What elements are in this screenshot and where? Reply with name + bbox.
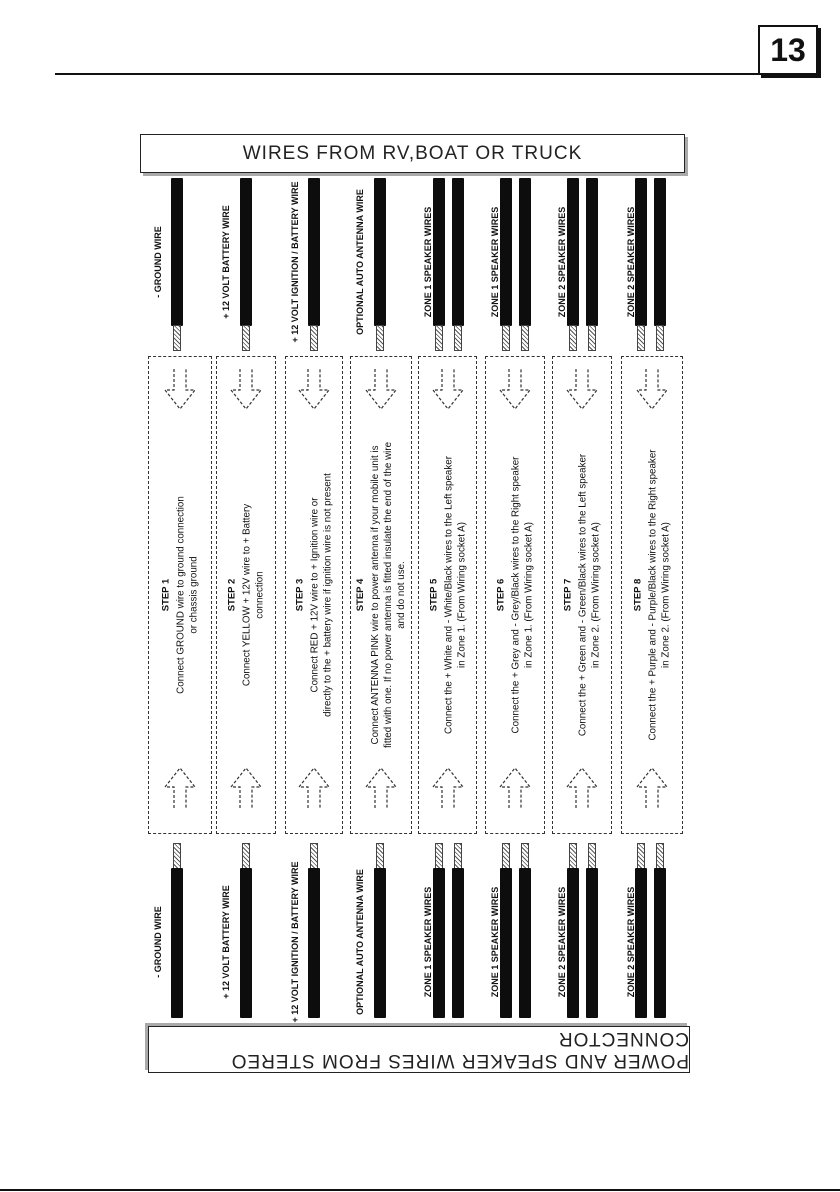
header-rule [55, 73, 758, 75]
down-arrow-icon [364, 368, 398, 410]
wire-bottom [452, 868, 464, 1018]
up-arrow-icon [163, 767, 197, 809]
wire-tip-bottom [637, 843, 645, 869]
step-description-line: Connect ANTENNA PINK wire to power antenna if your mobile unit is [370, 445, 381, 745]
footer-rule [0, 1189, 840, 1191]
wire-top [240, 178, 252, 326]
wire-tip-top [242, 325, 250, 351]
wire-bottom [519, 868, 531, 1018]
step-description-line: Connect the + Grey and - Grey/Black wires to the Right speaker [510, 456, 522, 734]
step-title: STEP 3 [294, 578, 306, 612]
step-title: STEP 8 [632, 578, 644, 612]
up-arrow-icon [498, 767, 532, 809]
step-description-line: connection [254, 571, 266, 619]
bottom-title: POWER AND SPEAKER WIRES FROM STEREO CONNECTOR [230, 1028, 689, 1072]
wire-tip-top [173, 325, 181, 351]
wire-tip-top [588, 325, 596, 351]
wire-bottom [240, 868, 252, 1018]
wire-bottom [654, 868, 666, 1018]
down-arrow-icon [635, 368, 669, 410]
wire-tip-bottom [656, 843, 664, 869]
bottom-wire-label: ZONE 2 SPEAKER WIRES [557, 886, 567, 998]
down-arrow-icon [163, 368, 197, 410]
step-title: STEP 5 [428, 578, 439, 612]
step-title: STEP 4 [355, 578, 366, 612]
wire-tip-top [376, 325, 384, 351]
wire-bottom [374, 868, 386, 1018]
wire-tip-bottom [242, 843, 250, 869]
wire-bottom [171, 868, 183, 1018]
top-wire-label: ZONE 1 SPEAKER WIRES [423, 206, 433, 318]
up-arrow-icon [635, 767, 669, 809]
wire-tip-top [521, 325, 529, 351]
wire-bottom [500, 868, 512, 1018]
step-8-text [632, 449, 673, 740]
bottom-wire-label: + 12 VOLT IGNITION / BATTERY WIRE [290, 861, 300, 1023]
wire-top [171, 178, 183, 326]
step-description-line: Connect YELLOW + 12V wire to + Battery [241, 503, 253, 687]
down-arrow-icon [297, 368, 331, 410]
wire-tip-bottom [435, 843, 443, 869]
step-description-line: fitted with one. If no power antenna is fitted insulate the end of the wire [383, 441, 394, 749]
step-description-line: Connect the + Green and - Green/Black wires to the Left speaker [577, 453, 589, 737]
step-description-line: Connect the + White and - White/Black wires to the Left speaker [443, 456, 454, 734]
top-title: WIRES FROM RV,BOAT OR TRUCK [242, 142, 583, 164]
wire-top [635, 178, 647, 326]
step-title: STEP 7 [562, 578, 574, 612]
wire-top [500, 178, 512, 326]
wire-tip-bottom [376, 843, 384, 869]
wire-bottom [635, 868, 647, 1018]
bottom-wire-label: ZONE 1 SPEAKER WIRES [423, 886, 433, 998]
wire-tip-bottom [502, 843, 510, 869]
top-wire-label: + 12 VOLT BATTERY WIRE [221, 205, 231, 319]
bottom-wire-label: ZONE 2 SPEAKER WIRES [626, 886, 636, 998]
top-wire-label: - GROUND WIRE [153, 226, 163, 298]
step-description-line: in Zone 1. (From Wiring socket A) [456, 522, 467, 668]
step-description-line: Connect RED + 12V wire to + Ignition wire or [309, 497, 321, 693]
wire-top [586, 178, 598, 326]
wire-bottom [308, 868, 320, 1018]
step-2-text [226, 504, 267, 686]
step-6-text [495, 457, 536, 734]
wire-tip-top [502, 325, 510, 351]
wire-tip-bottom [569, 843, 577, 869]
step-description-line: or chassis ground [188, 556, 200, 634]
wire-top [308, 178, 320, 326]
up-arrow-icon [565, 767, 599, 809]
down-arrow-icon [565, 368, 599, 410]
up-arrow-icon [297, 767, 331, 809]
wire-bottom [567, 868, 579, 1018]
step-title: STEP 1 [160, 578, 172, 612]
down-arrow-icon [431, 368, 465, 410]
wire-tip-top [454, 325, 462, 351]
wire-tip-bottom [588, 843, 596, 869]
top-wire-label: ZONE 1 SPEAKER WIRES [490, 206, 500, 318]
wire-top [374, 178, 386, 326]
step-5-text [427, 456, 468, 734]
wire-tip-bottom [173, 843, 181, 869]
step-description-line: in Zone 1. (From Wiring socket A) [523, 522, 535, 668]
wire-tip-top [435, 325, 443, 351]
step-1-text [160, 496, 201, 694]
top-title-box [140, 134, 685, 173]
top-wire-label: ZONE 2 SPEAKER WIRES [557, 206, 567, 318]
wire-tip-top [569, 325, 577, 351]
step-description-line: directly to the + battery wire if ignition wire is not present [322, 473, 334, 717]
step-description-line: in Zone 2. (From Wiring socket A) [590, 522, 602, 668]
top-wire-label: ZONE 2 SPEAKER WIRES [626, 206, 636, 318]
step-description-line: in Zone 2. (From Wiring socket A) [660, 522, 672, 668]
wire-top [567, 178, 579, 326]
page-number: 13 [758, 25, 818, 75]
wire-top [654, 178, 666, 326]
up-arrow-icon [364, 767, 398, 809]
step-3-text [294, 473, 335, 717]
wire-top [519, 178, 531, 326]
up-arrow-icon [229, 767, 263, 809]
wire-bottom [433, 868, 445, 1018]
wire-tip-bottom [454, 843, 462, 869]
wire-tip-bottom [310, 843, 318, 869]
step-4-text [354, 442, 408, 748]
bottom-wire-label: OPTIONAL AUTO ANTENNA WIRE [355, 869, 365, 1015]
step-title: STEP 2 [226, 578, 238, 612]
wire-tip-top [637, 325, 645, 351]
step-7-text [562, 454, 603, 736]
down-arrow-icon [498, 368, 532, 410]
down-arrow-icon [229, 368, 263, 410]
up-arrow-icon [431, 767, 465, 809]
wire-bottom [586, 868, 598, 1018]
top-wire-label: OPTIONAL AUTO ANTENNA WIRE [355, 189, 365, 335]
step-title: STEP 6 [495, 578, 507, 612]
wire-top [433, 178, 445, 326]
wire-tip-bottom [521, 843, 529, 869]
top-wire-label: + 12 VOLT IGNITION / BATTERY WIRE [290, 181, 300, 343]
bottom-wire-label: + 12 VOLT BATTERY WIRE [221, 885, 231, 999]
bottom-wire-label: ZONE 1 SPEAKER WIRES [490, 886, 500, 998]
step-description-line: and do not use. [396, 561, 407, 629]
wire-top [452, 178, 464, 326]
bottom-title-box [148, 1026, 690, 1073]
step-description-line: Connect GROUND wire to ground connection [175, 496, 187, 694]
step-description-line: Connect the + Purple and - Purple/Black wires to the Right speaker [647, 449, 659, 741]
bottom-wire-label: - GROUND WIRE [153, 906, 163, 978]
wire-tip-top [310, 325, 318, 351]
wire-tip-top [656, 325, 664, 351]
